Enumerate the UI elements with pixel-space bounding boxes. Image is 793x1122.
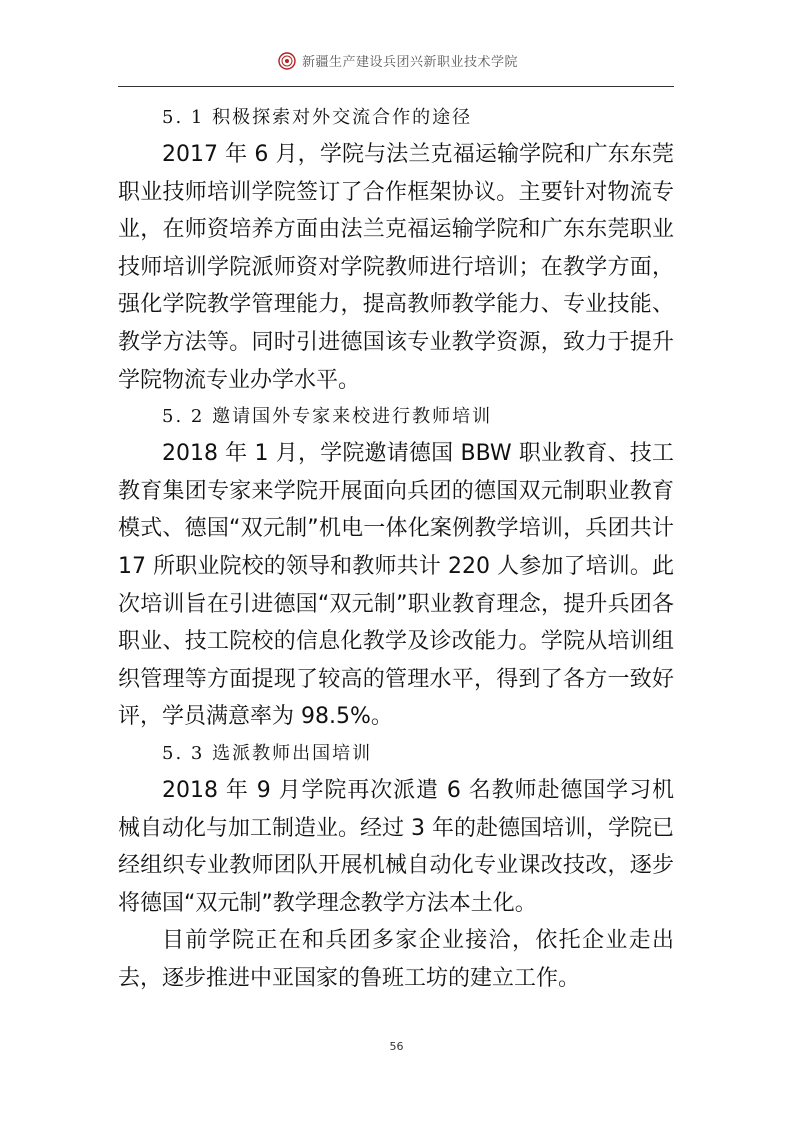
section-heading: 5. 3 选派教师出国培训 (162, 742, 373, 764)
paragraph: 目前学院正在和兵团多家企业接洽，依托企业走出去，逐步推进中亚国家的鲁班工坊的建立工作。 (118, 928, 674, 991)
paragraph: 2018 年 1 月，学院邀请德国 BBW 职业教育、技工教育集团专家来学院开展面向兵团的德国双元制职业教育模式、德国“双元制”机电一体化案例教学培训，兵团共计 17 所职业院校的领导和教师共计 220 人参加了培训。此次培训旨在引进德国“双元制”职业教育理念，提升兵团各职业、技工院校的信息化教学及诊改能力。学院从培训组织管理等方面提现了较高的管理水平，得到了各方一致好评，学员满意率为 98.5%。 (118, 441, 674, 730)
section-heading: 5. 2 邀请国外专家来校进行教师培训 (162, 406, 493, 428)
school-name: 新疆生产建设兵团兴新职业技术学院 (302, 55, 519, 70)
paragraph: 2017 年 6 月，学院与法兰克福运输学院和广东东莞职业技师培训学院签订了合作框架协议。主要针对物流专业，在师资培养方面由法兰克福运输学院和广东东莞职业技师培训学院派师资对学院教师进行培训；在教学方面，强化学院教学管理能力，提高教师教学能力、专业技能、教学方法等。同时引进德国该专业教学资源，致力于提升学院物流专业办学水平。 (118, 142, 674, 393)
header-divider (118, 86, 674, 87)
school-seal-icon (278, 52, 296, 70)
document-body (118, 100, 674, 997)
paragraph: 2018 年 9 月学院再次派遣 6 名教师赴德国学习机械自动化与加工制造业。经过 3 年的赴德国培训，学院已经组织专业教师团队开展机械自动化专业课改技改，逐步将德国“双元制”教学理念教学方法本土化。 (118, 777, 674, 916)
page-header (118, 46, 674, 78)
page-number: 56 (389, 1040, 404, 1053)
section-heading: 5. 1 积极探索对外交流合作的途径 (162, 107, 473, 128)
